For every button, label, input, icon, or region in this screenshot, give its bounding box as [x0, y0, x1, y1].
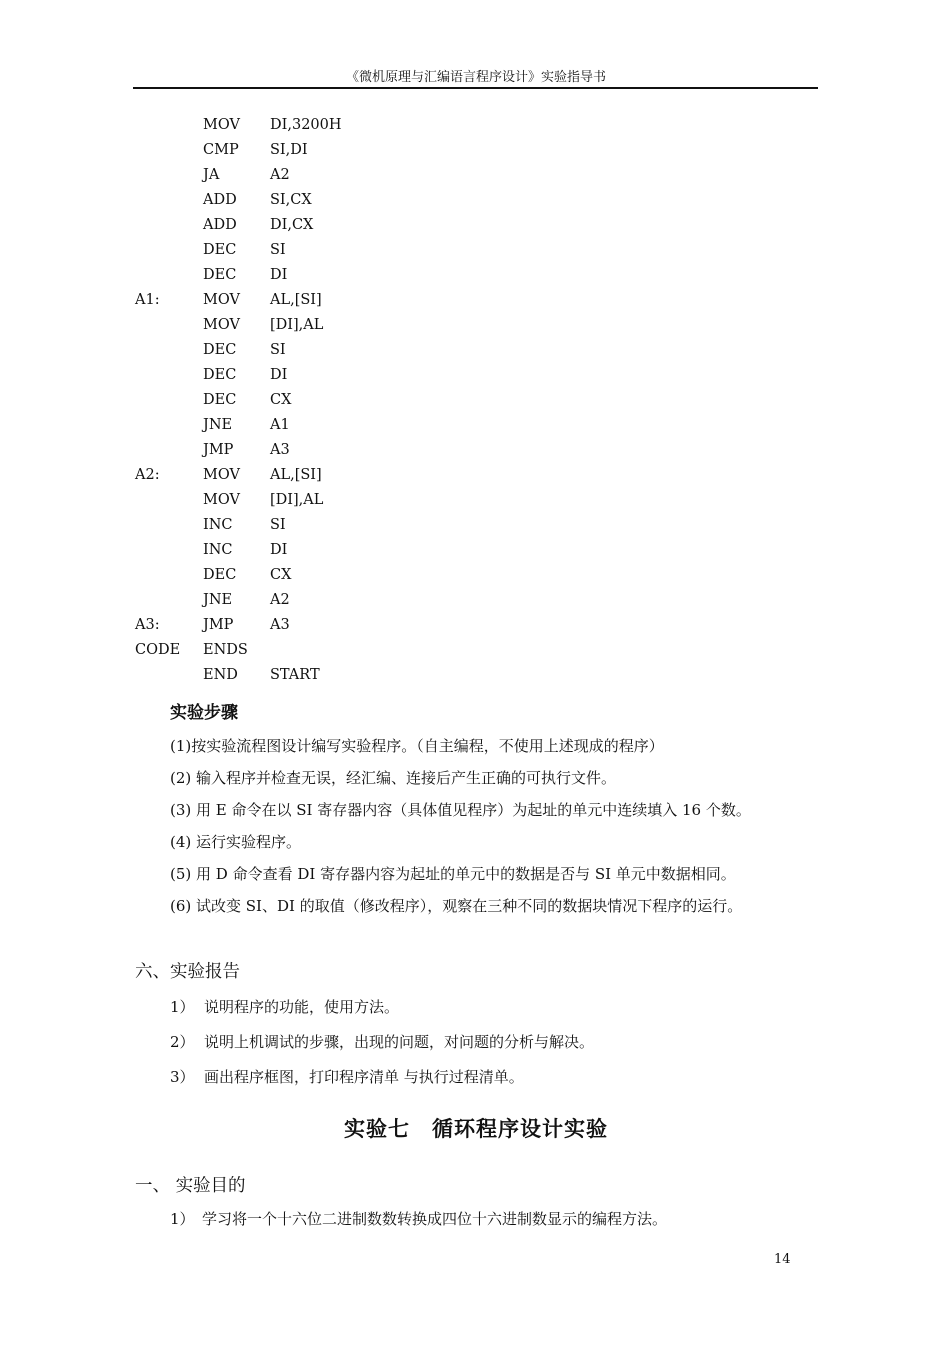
report-heading: 六、实验报告 — [135, 962, 240, 982]
page-number: 14 — [774, 1252, 791, 1267]
code-opcode: DEC — [203, 392, 237, 408]
code-operand: CX — [270, 392, 292, 408]
step-item: (2) 输入程序并检查无误，经汇编、连接后产生正确的可执行文件。 — [170, 769, 617, 787]
report-item-number: 1） — [170, 998, 195, 1016]
purpose-item-1: 1） 学习将一个十六位二进制数数转换成四位十六进制数显示的编程方法。 — [170, 1210, 668, 1228]
step-item: (3) 用 E 命令在以 SI 寄存器内容（具体值见程序）为起址的单元中连续填入 16 个数。 — [170, 801, 751, 819]
code-label: CODE — [135, 642, 181, 658]
code-opcode: MOV — [203, 292, 240, 308]
report-item-text: 画出程序框图，打印程序清单 与执行过程清单。 — [204, 1068, 524, 1086]
code-operand: SI,DI — [270, 142, 308, 158]
code-operand: DI — [270, 542, 288, 558]
code-opcode: MOV — [203, 467, 240, 483]
code-operand: AL,[SI] — [270, 467, 322, 483]
code-opcode: DEC — [203, 342, 237, 358]
steps-list — [170, 734, 751, 926]
code-operand: A3 — [270, 442, 290, 458]
report-item-text: 说明上机调试的步骤，出现的问题，对问题的分析与解决。 — [204, 1033, 595, 1051]
code-opcode: MOV — [203, 117, 240, 133]
code-operand: [DI],AL — [270, 317, 324, 333]
code-opcode: CMP — [203, 142, 239, 158]
code-operand: AL,[SI] — [270, 292, 322, 308]
code-operand: DI — [270, 267, 288, 283]
code-operand: [DI],AL — [270, 492, 324, 508]
code-label: A3: — [135, 617, 160, 633]
code-opcode: END — [203, 667, 238, 683]
code-operand: DI,3200H — [270, 117, 342, 133]
report-item-number: 2） — [170, 1033, 195, 1051]
code-operand: SI — [270, 242, 286, 258]
report-item — [170, 1065, 594, 1100]
code-operand: A1 — [270, 417, 290, 433]
report-list — [170, 995, 594, 1100]
code-operand: CX — [270, 567, 292, 583]
step-item: (5) 用 D 命令查看 DI 寄存器内容为起址的单元中的数据是否与 SI 单元中数据相同。 — [170, 865, 736, 883]
purpose-heading: 一、 实验目的 — [135, 1176, 246, 1196]
code-operand: SI,CX — [270, 192, 312, 208]
code-operand: DI — [270, 367, 288, 383]
code-operand: DI,CX — [270, 217, 314, 233]
code-opcode: INC — [203, 517, 233, 533]
code-opcode: JMP — [203, 617, 234, 633]
report-item — [170, 995, 594, 1030]
code-opcode: DEC — [203, 242, 237, 258]
step-item: (6) 试改变 SI、DI 的取值（修改程序），观察在三种不同的数据块情况下程序的运行。 — [170, 897, 743, 915]
code-operand: A3 — [270, 617, 290, 633]
code-opcode: MOV — [203, 317, 240, 333]
code-label: A2: — [135, 467, 160, 483]
code-opcode: DEC — [203, 567, 237, 583]
code-opcode: INC — [203, 542, 233, 558]
report-item-number: 3） — [170, 1068, 195, 1086]
code-opcode: MOV — [203, 492, 240, 508]
code-opcode: ENDS — [203, 642, 248, 658]
code-opcode: JNE — [203, 417, 233, 433]
report-item — [170, 1030, 594, 1065]
code-operand: SI — [270, 517, 286, 533]
header-rule — [133, 87, 818, 89]
code-operand: START — [270, 667, 320, 683]
experiment-title: 实验七 循环程序设计实验 — [344, 1116, 608, 1141]
code-operand: A2 — [270, 592, 290, 608]
code-operand: A2 — [270, 167, 290, 183]
report-item-text: 说明程序的功能，使用方法。 — [204, 998, 400, 1016]
code-opcode: JA — [203, 167, 220, 183]
code-label: A1: — [135, 292, 160, 308]
code-opcode: JNE — [203, 592, 233, 608]
running-header: 《微机原理与汇编语言程序设计》实验指导书 — [345, 70, 606, 85]
step-item: (4) 运行实验程序。 — [170, 833, 302, 851]
code-opcode: ADD — [203, 217, 237, 233]
step-item: (1)按实验流程图设计编写实验程序。（自主编程，不使用上述现成的程序） — [170, 737, 664, 755]
code-opcode: JMP — [203, 442, 234, 458]
steps-heading: 实验步骤 — [170, 703, 238, 723]
code-opcode: DEC — [203, 367, 237, 383]
code-operand: SI — [270, 342, 286, 358]
code-opcode: DEC — [203, 267, 237, 283]
code-opcode: ADD — [203, 192, 237, 208]
